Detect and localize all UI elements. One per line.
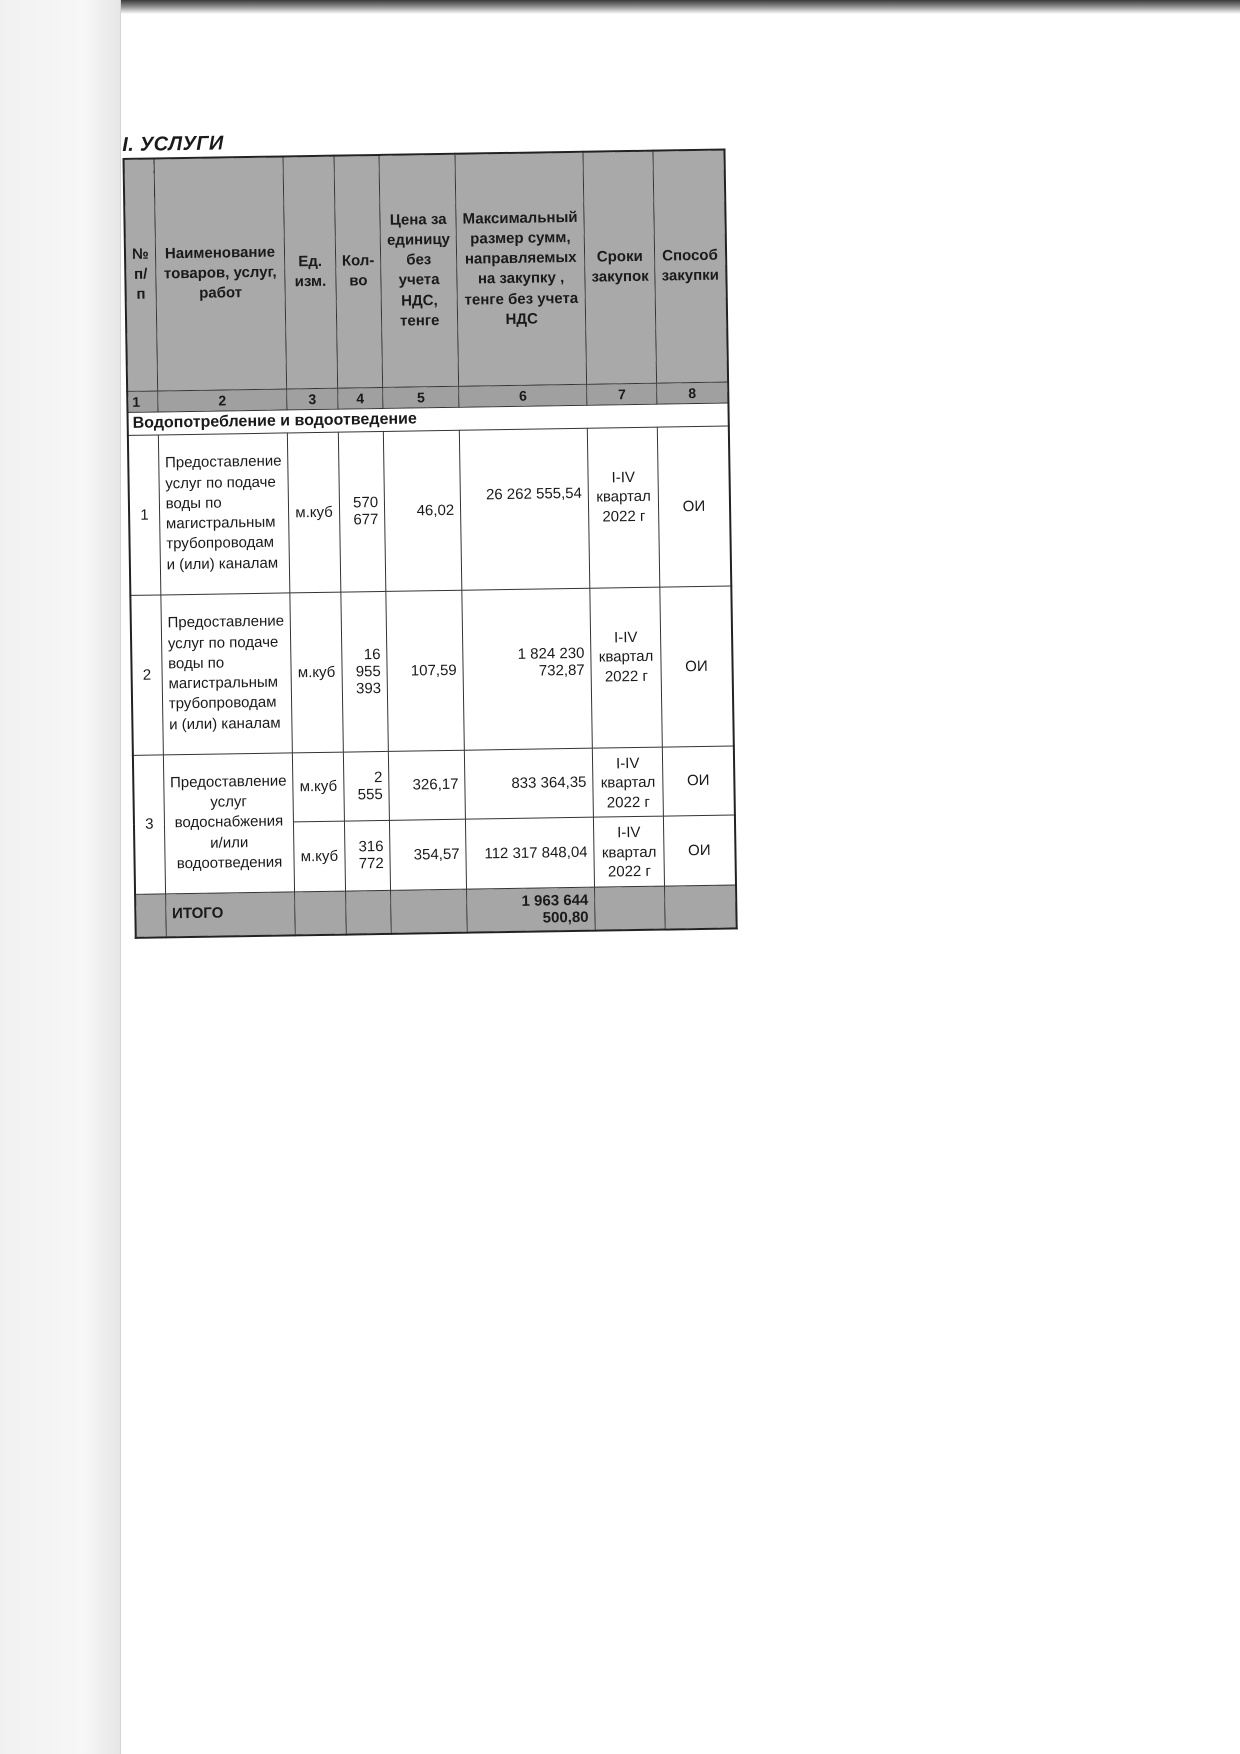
column-number: 6 (459, 384, 587, 407)
header-unit: Ед. изм. (283, 156, 337, 389)
total-spacer (135, 893, 166, 937)
row-qty: 16 955 393 (341, 591, 389, 752)
total-spacer (595, 886, 666, 931)
row-method: ОИ (660, 585, 733, 746)
row-unit: м.куб (290, 592, 343, 753)
header-price: Цена за единицу без учета НДС, тенге (379, 154, 459, 387)
section-title: I. УСЛУГИ (122, 132, 224, 156)
header-method: Способ закупки (653, 150, 727, 383)
row-name: Предоставление услуг по подаче воды по магистральным трубопроводам и (или) каналам (158, 432, 290, 594)
total-amount: 1 963 644 500,80 (467, 887, 596, 933)
column-number: 8 (657, 382, 728, 404)
row-qty: 2 555 (343, 751, 390, 821)
procurement-table (123, 149, 738, 939)
total-spacer (391, 889, 468, 934)
row-method: ОИ (664, 815, 736, 886)
row-no: 1 (128, 434, 161, 594)
row-name: Предоставление услуг по подаче воды по магистральным трубопроводам и (или) каналам (161, 592, 293, 754)
table-row (130, 585, 733, 754)
header-name: Наименование товаров, услуг, работ (154, 156, 287, 390)
row-period: I-IV квартал 2022 г (592, 747, 663, 818)
total-spacer (345, 890, 391, 934)
row-no: 3 (133, 754, 165, 893)
header-qty: Кол-во (334, 155, 383, 388)
row-amount: 833 364,35 (464, 748, 593, 820)
row-method: ОИ (663, 745, 735, 816)
row-no: 2 (130, 594, 163, 754)
row-period: I-IV квартал 2022 г (587, 427, 660, 588)
row-unit: м.куб (288, 432, 341, 593)
row-amount: 1 824 230 732,87 (462, 588, 592, 750)
row-price: 326,17 (389, 750, 466, 821)
row-qty: 316 772 (344, 820, 391, 890)
row-amount: 26 262 555,54 (459, 428, 589, 590)
total-label: ИТОГО (165, 891, 295, 937)
table-row (133, 745, 735, 824)
row-method: ОИ (658, 426, 731, 587)
row-price: 354,57 (390, 819, 467, 890)
column-number: 2 (157, 388, 287, 411)
row-period: I-IV квартал 2022 г (590, 587, 663, 748)
row-price: 46,02 (384, 430, 462, 591)
column-number: 5 (383, 386, 459, 408)
row-amount: 112 317 848,04 (466, 817, 595, 889)
header-amount: Максимальный размер сумм, направляемых на закупку , тенге без учета НДС (455, 152, 587, 386)
row-unit: м.куб (294, 821, 346, 891)
header-row (124, 150, 728, 391)
header-no: № п/п (124, 159, 158, 391)
scan-left-edge (0, 0, 121, 1754)
row-qty: 570 677 (338, 431, 386, 592)
scan-top-edge (0, 0, 1240, 14)
row-unit: м.куб (293, 752, 345, 822)
row-name: Предоставление услуг водоснабжения и/или водоотведения (163, 752, 295, 893)
row-period: I-IV квартал 2022 г (594, 816, 665, 887)
column-number: 4 (337, 387, 383, 409)
row-price: 107,59 (386, 590, 464, 751)
column-number: 7 (587, 383, 657, 405)
total-row (135, 884, 736, 937)
header-period: Сроки закупок (583, 151, 657, 384)
column-number: 3 (287, 388, 338, 410)
section-heading: Водопотребление и водоотведение (127, 403, 728, 435)
total-spacer (295, 891, 346, 935)
table-row (128, 426, 731, 595)
column-number: 1 (127, 390, 158, 411)
total-spacer (665, 884, 736, 929)
